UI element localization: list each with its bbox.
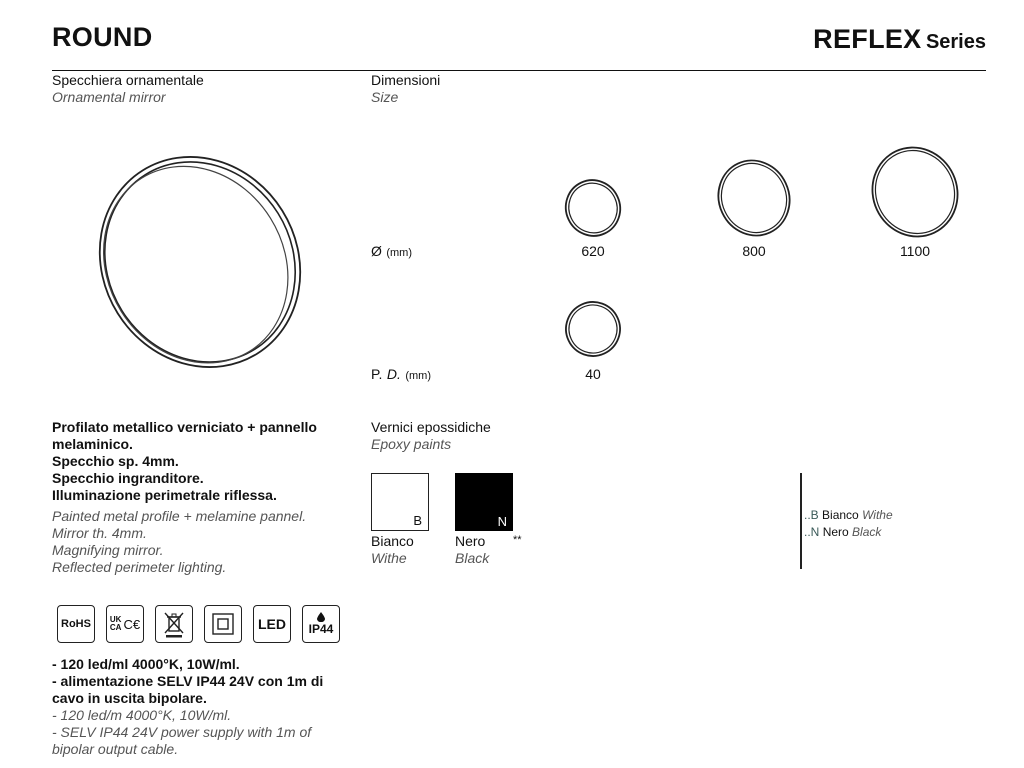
diameter-row-label [371,243,412,261]
ring-icon-620 [560,176,626,240]
depth-label-p: P. [371,366,383,382]
class-ii-icon [204,605,242,643]
description-en-line: Painted metal profile + melamine pannel. [52,508,307,524]
ce-mark: C€ [123,616,141,632]
led-icon [253,605,291,643]
paints-label-it: Vernici epossidiche [371,419,491,435]
description-it-line: Specchio ingranditore. [52,470,204,486]
ip44-icon [302,605,340,643]
rohs-icon [57,605,95,643]
legend-divider [800,473,802,569]
description-en [52,508,362,576]
description-en-line: Mirror th. 4mm. [52,525,147,541]
water-drop-icon [317,612,325,622]
legend-prefix: .. [804,508,811,522]
legend-item-n [804,524,881,541]
diameter-unit: (mm) [386,247,412,259]
diameter-value-1100: 1100 [899,243,931,259]
series-name: REFLEX [813,24,922,54]
swatch-bianco [371,473,429,531]
ukca-bottom: CA [109,623,122,632]
swatch-name-it: Nero [455,533,486,549]
lighting-it-line: - 120 led/ml 4000°K, 10W/ml. [52,656,240,672]
ukca-top: UK [109,615,122,624]
ring-icon-1100 [865,144,965,240]
description-it-line: melaminico. [52,436,133,452]
ukca-ce-icon [106,605,144,643]
series-suffix: Series [925,31,986,53]
header-divider [52,70,986,71]
legend-item-b [804,507,893,524]
swatch-note: ** [513,534,522,546]
legend-name-it: Nero [822,525,849,539]
weee-bin-icon [155,605,193,643]
ip44-label: IP44 [308,622,334,636]
legend-name-it: Bianco [822,508,859,522]
dimensions-label-en: Size [371,89,399,105]
paints-label-en: Epoxy paints [371,436,452,452]
diameter-symbol: Ø [371,243,382,259]
product-name-it: Specchiera ornamentale [52,72,204,88]
ukca-mark [110,616,122,632]
legend-code: N [810,525,820,539]
swatch-code: N [497,514,507,529]
lighting-en-line: bipolar output cable. [52,741,179,757]
description-it-line: Specchio sp. 4mm. [52,453,179,469]
description-it-line: Illuminazione perimetrale riflessa. [52,487,277,503]
depth-unit: (mm) [405,370,431,382]
swatch-name-en: Black [455,550,490,566]
series-title [813,24,986,55]
depth-value: 40 [585,366,601,382]
page-title: ROUND [52,22,153,52]
ring-icon-depth [560,298,626,360]
diameter-value-620: 620 [581,243,605,259]
swatch-name-en: Withe [371,550,407,566]
rohs-label: RoHS [61,618,91,630]
legend-code: B [810,508,819,522]
description-en-line: Reflected perimeter lighting. [52,559,227,575]
double-square-icon [210,611,236,637]
description-en-line: Magnifying mirror. [52,542,164,558]
led-label: LED [258,616,286,632]
product-name-en: Ornamental mirror [52,89,166,105]
mirror-illustration [90,150,310,375]
lighting-it [52,656,372,707]
legend-prefix: .. [804,525,811,539]
dimensions-label-it: Dimensioni [371,72,441,88]
lighting-en [52,707,372,758]
legend-name-en: Withe [862,508,893,522]
description-it [52,419,352,504]
crossed-bin-icon [159,609,189,639]
swatch-code: B [413,513,422,528]
ring-icon-800 [712,156,796,240]
lighting-en-line: - SELV IP44 24V power supply with 1m of [52,724,312,740]
description-it-line: Profilato metallico verniciato + pannello [52,419,317,435]
lighting-en-line: - 120 led/m 4000°K, 10W/ml. [52,707,232,723]
swatch-name-it: Bianco [371,533,414,549]
lighting-it-line: cavo in uscita bipolare. [52,690,207,706]
depth-row-label [371,366,431,384]
lighting-it-line: - alimentazione SELV IP44 24V con 1m di [52,673,324,689]
legend-name-en: Black [852,525,882,539]
swatch-nero [455,473,513,531]
diameter-value-800: 800 [742,243,766,259]
depth-label-d: D. [386,366,401,382]
